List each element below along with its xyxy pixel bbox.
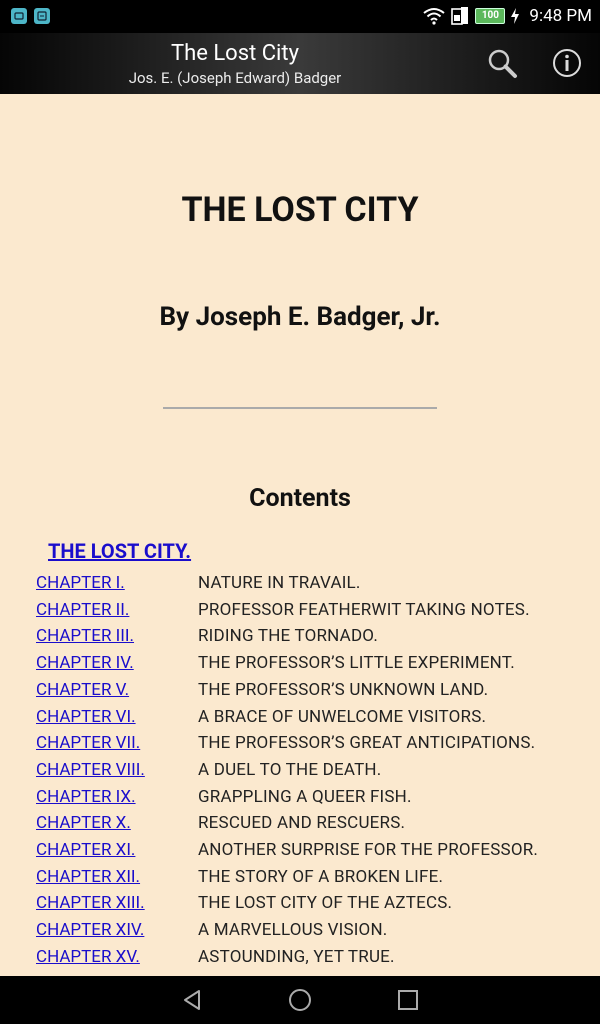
toc-row xyxy=(0,623,600,649)
toc-row xyxy=(0,650,600,676)
chapter-link[interactable]: CHAPTER VIII. xyxy=(36,759,145,780)
chapter-link[interactable]: CHAPTER XIII. xyxy=(36,893,145,914)
charging-icon xyxy=(511,8,519,24)
chapter-link[interactable]: CHAPTER XII. xyxy=(36,866,141,887)
toc-row xyxy=(0,730,600,756)
app-bar-titles xyxy=(0,40,470,88)
app-notification-icon xyxy=(34,8,50,24)
toc-row xyxy=(0,864,600,890)
contents-heading: Contents xyxy=(249,484,351,513)
toc-row xyxy=(0,757,600,783)
chapter-title: ANOTHER SURPRISE FOR THE PROFESSOR. xyxy=(198,840,539,860)
chapter-title: NATURE IN TRAVAIL. xyxy=(198,573,361,593)
chapter-link[interactable]: CHAPTER XI. xyxy=(36,840,136,860)
toc-row xyxy=(0,917,600,943)
chapter-link[interactable]: CHAPTER VII. xyxy=(36,733,141,754)
navigation-bar xyxy=(0,976,600,1024)
book-author: By Joseph E. Badger, Jr. xyxy=(159,302,441,332)
toc-row xyxy=(0,570,600,596)
chapter-link[interactable]: CHAPTER IV. xyxy=(36,653,134,674)
back-icon xyxy=(180,988,204,1012)
home-button[interactable] xyxy=(288,988,312,1012)
chapter-link[interactable]: CHAPTER XV. xyxy=(36,946,140,967)
wifi-icon xyxy=(423,7,445,25)
chapter-title: THE LOST CITY OF THE AZTECS. xyxy=(198,893,453,914)
chapter-title: RIDING THE TORNADO. xyxy=(198,626,379,647)
clock: 9:48 PM xyxy=(529,6,592,26)
home-icon xyxy=(288,988,312,1012)
toc-book-link[interactable]: THE LOST CITY. xyxy=(48,539,192,563)
chapter-link[interactable]: CHAPTER IX. xyxy=(36,786,136,807)
recents-button[interactable] xyxy=(396,988,420,1012)
chapter-link[interactable]: CHAPTER VI. xyxy=(36,706,136,727)
chapter-title: RESCUED AND RESCUERS. xyxy=(198,813,406,834)
chapter-link[interactable]: CHAPTER V. xyxy=(36,679,130,700)
toc-row xyxy=(0,704,600,730)
chapter-title: A BRACE OF UNWELCOME VISITORS. xyxy=(198,706,487,727)
app-subtitle: Jos. E. (Joseph Edward) Badger xyxy=(128,69,342,87)
toc-row xyxy=(0,837,600,863)
app-title: The Lost City xyxy=(170,41,300,66)
chapter-title: THE STORY OF A BROKEN LIFE. xyxy=(198,866,444,887)
toc-row xyxy=(0,597,600,623)
toc-row xyxy=(0,784,600,810)
app-notification-icon xyxy=(11,8,27,24)
search-button[interactable] xyxy=(484,45,520,81)
chapter-title: PROFESSOR FEATHERWIT TAKING NOTES. xyxy=(198,599,530,620)
chapter-title: ASTOUNDING, YET TRUE. xyxy=(198,946,395,967)
chapter-link[interactable]: CHAPTER III. xyxy=(36,626,135,647)
toc-row xyxy=(0,890,600,916)
chapter-title: THE PROFESSOR’S GREAT ANTICIPATIONS. xyxy=(198,733,536,754)
chapter-title: THE PROFESSOR’S UNKNOWN LAND. xyxy=(198,679,489,700)
battery-icon: 100 xyxy=(475,8,505,24)
chapter-link[interactable]: CHAPTER XIV. xyxy=(36,920,145,941)
status-bar xyxy=(0,0,600,33)
chapter-title: A MARVELLOUS VISION. xyxy=(198,920,388,941)
back-button[interactable] xyxy=(180,988,204,1012)
chapter-link[interactable]: CHAPTER II. xyxy=(36,599,130,620)
toc-row xyxy=(0,944,600,970)
divider xyxy=(163,407,437,409)
toc-row xyxy=(0,677,600,703)
app-bar xyxy=(0,33,600,94)
recents-icon xyxy=(396,988,420,1012)
chapter-link[interactable]: CHAPTER X. xyxy=(36,813,131,834)
book-content xyxy=(0,94,600,976)
info-button[interactable] xyxy=(549,45,585,81)
info-icon xyxy=(552,48,582,78)
chapter-title: A DUEL TO THE DEATH. xyxy=(198,759,382,780)
chapter-link[interactable]: CHAPTER I. xyxy=(36,573,125,593)
chapter-title: GRAPPLING A QUEER FISH. xyxy=(198,786,412,807)
book-title: THE LOST CITY xyxy=(181,190,419,230)
sim-icon xyxy=(451,6,469,26)
toc-row xyxy=(0,810,600,836)
chapter-title: THE PROFESSOR’S LITTLE EXPERIMENT. xyxy=(198,653,515,674)
search-icon xyxy=(486,47,518,79)
notification-icons xyxy=(11,8,50,24)
